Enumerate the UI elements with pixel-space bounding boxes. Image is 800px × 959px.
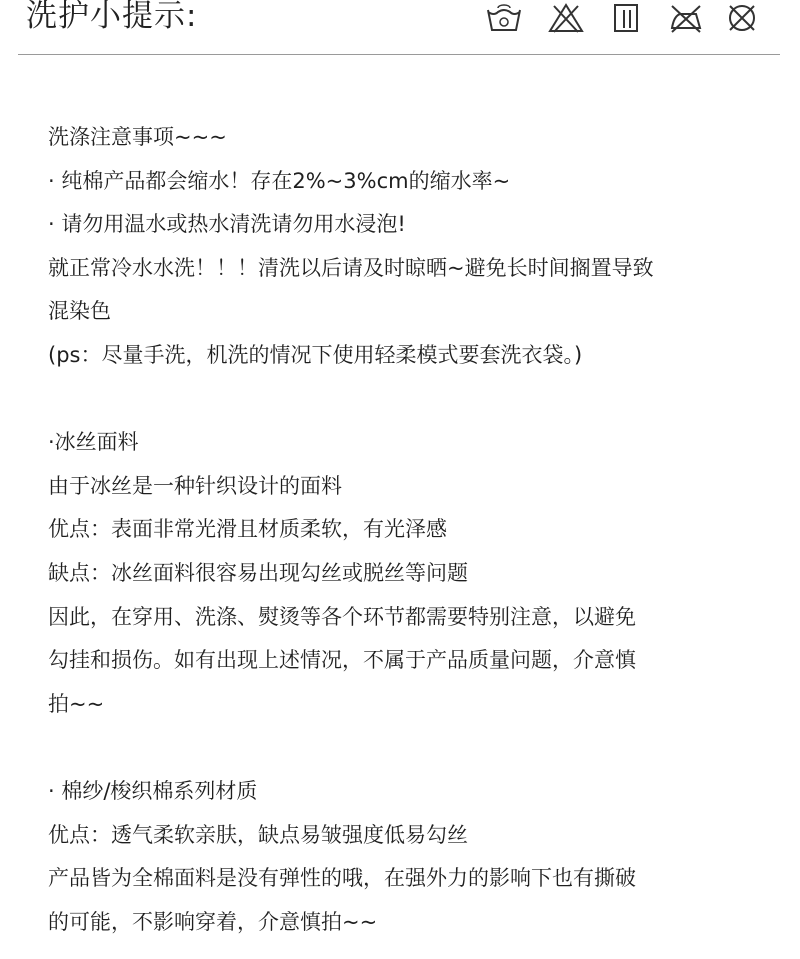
- ice-silk-line: 优点：表面非常光滑且材质柔软，有光泽感: [48, 517, 447, 542]
- cotton-line: 产品皆为全棉面料是没有弹性的哦，在强外力的影响下也有撕破: [48, 866, 636, 891]
- care-tips-title: 洗护小提示:: [26, 0, 198, 34]
- header-divider: [18, 54, 780, 55]
- wash-30-tub-icon: [484, 2, 524, 34]
- wash-line: · 请勿用温水或热水清洗请勿用水浸泡!: [48, 212, 406, 237]
- care-header: [0, 0, 800, 56]
- cotton-heading: · 棉纱/梭织棉系列材质: [48, 778, 258, 803]
- section-spacer: [48, 378, 768, 422]
- ice-silk-line: 缺点：冰丝面料很容易出现勾丝或脱丝等问题: [48, 560, 468, 585]
- cotton-line: 优点：透气柔软亲肤，缺点易皱强度低易勾丝: [48, 822, 468, 847]
- no-dry-clean-icon: [722, 2, 762, 34]
- wash-line: (ps：尽量手洗，机洗的情况下使用轻柔模式要套洗衣袋。): [48, 342, 583, 367]
- ice-silk-line: 勾挂和损伤。如有出现上述情况，不属于产品质量问题，介意慎: [48, 648, 636, 673]
- wash-line: 就正常冷水水洗！！！清洗以后请及时晾晒~避免长时间搁置导致: [48, 255, 654, 280]
- ice-silk-heading: ·冰丝面料: [48, 430, 139, 455]
- section-spacer: [48, 726, 768, 770]
- care-instructions: [48, 116, 768, 944]
- no-iron-icon: [666, 2, 706, 34]
- ice-silk-line: 由于冰丝是一种针织设计的面料: [48, 473, 342, 498]
- line-dry-icon: [606, 2, 646, 34]
- ice-silk-line: 因此，在穿用、洗涤、熨烫等各个环节都需要特别注意，以避免: [48, 604, 636, 629]
- wash-line: 混染色: [48, 299, 111, 324]
- ice-silk-line: 拍~~: [48, 691, 105, 716]
- wash-heading: 洗涤注意事项~~~: [48, 125, 227, 149]
- no-bleach-icon: [546, 2, 586, 34]
- wash-line: · 纯棉产品都会缩水！存在2%~3%cm的缩水率~: [48, 168, 511, 193]
- cotton-line: 的可能，不影响穿着，介意慎拍~~: [48, 909, 378, 934]
